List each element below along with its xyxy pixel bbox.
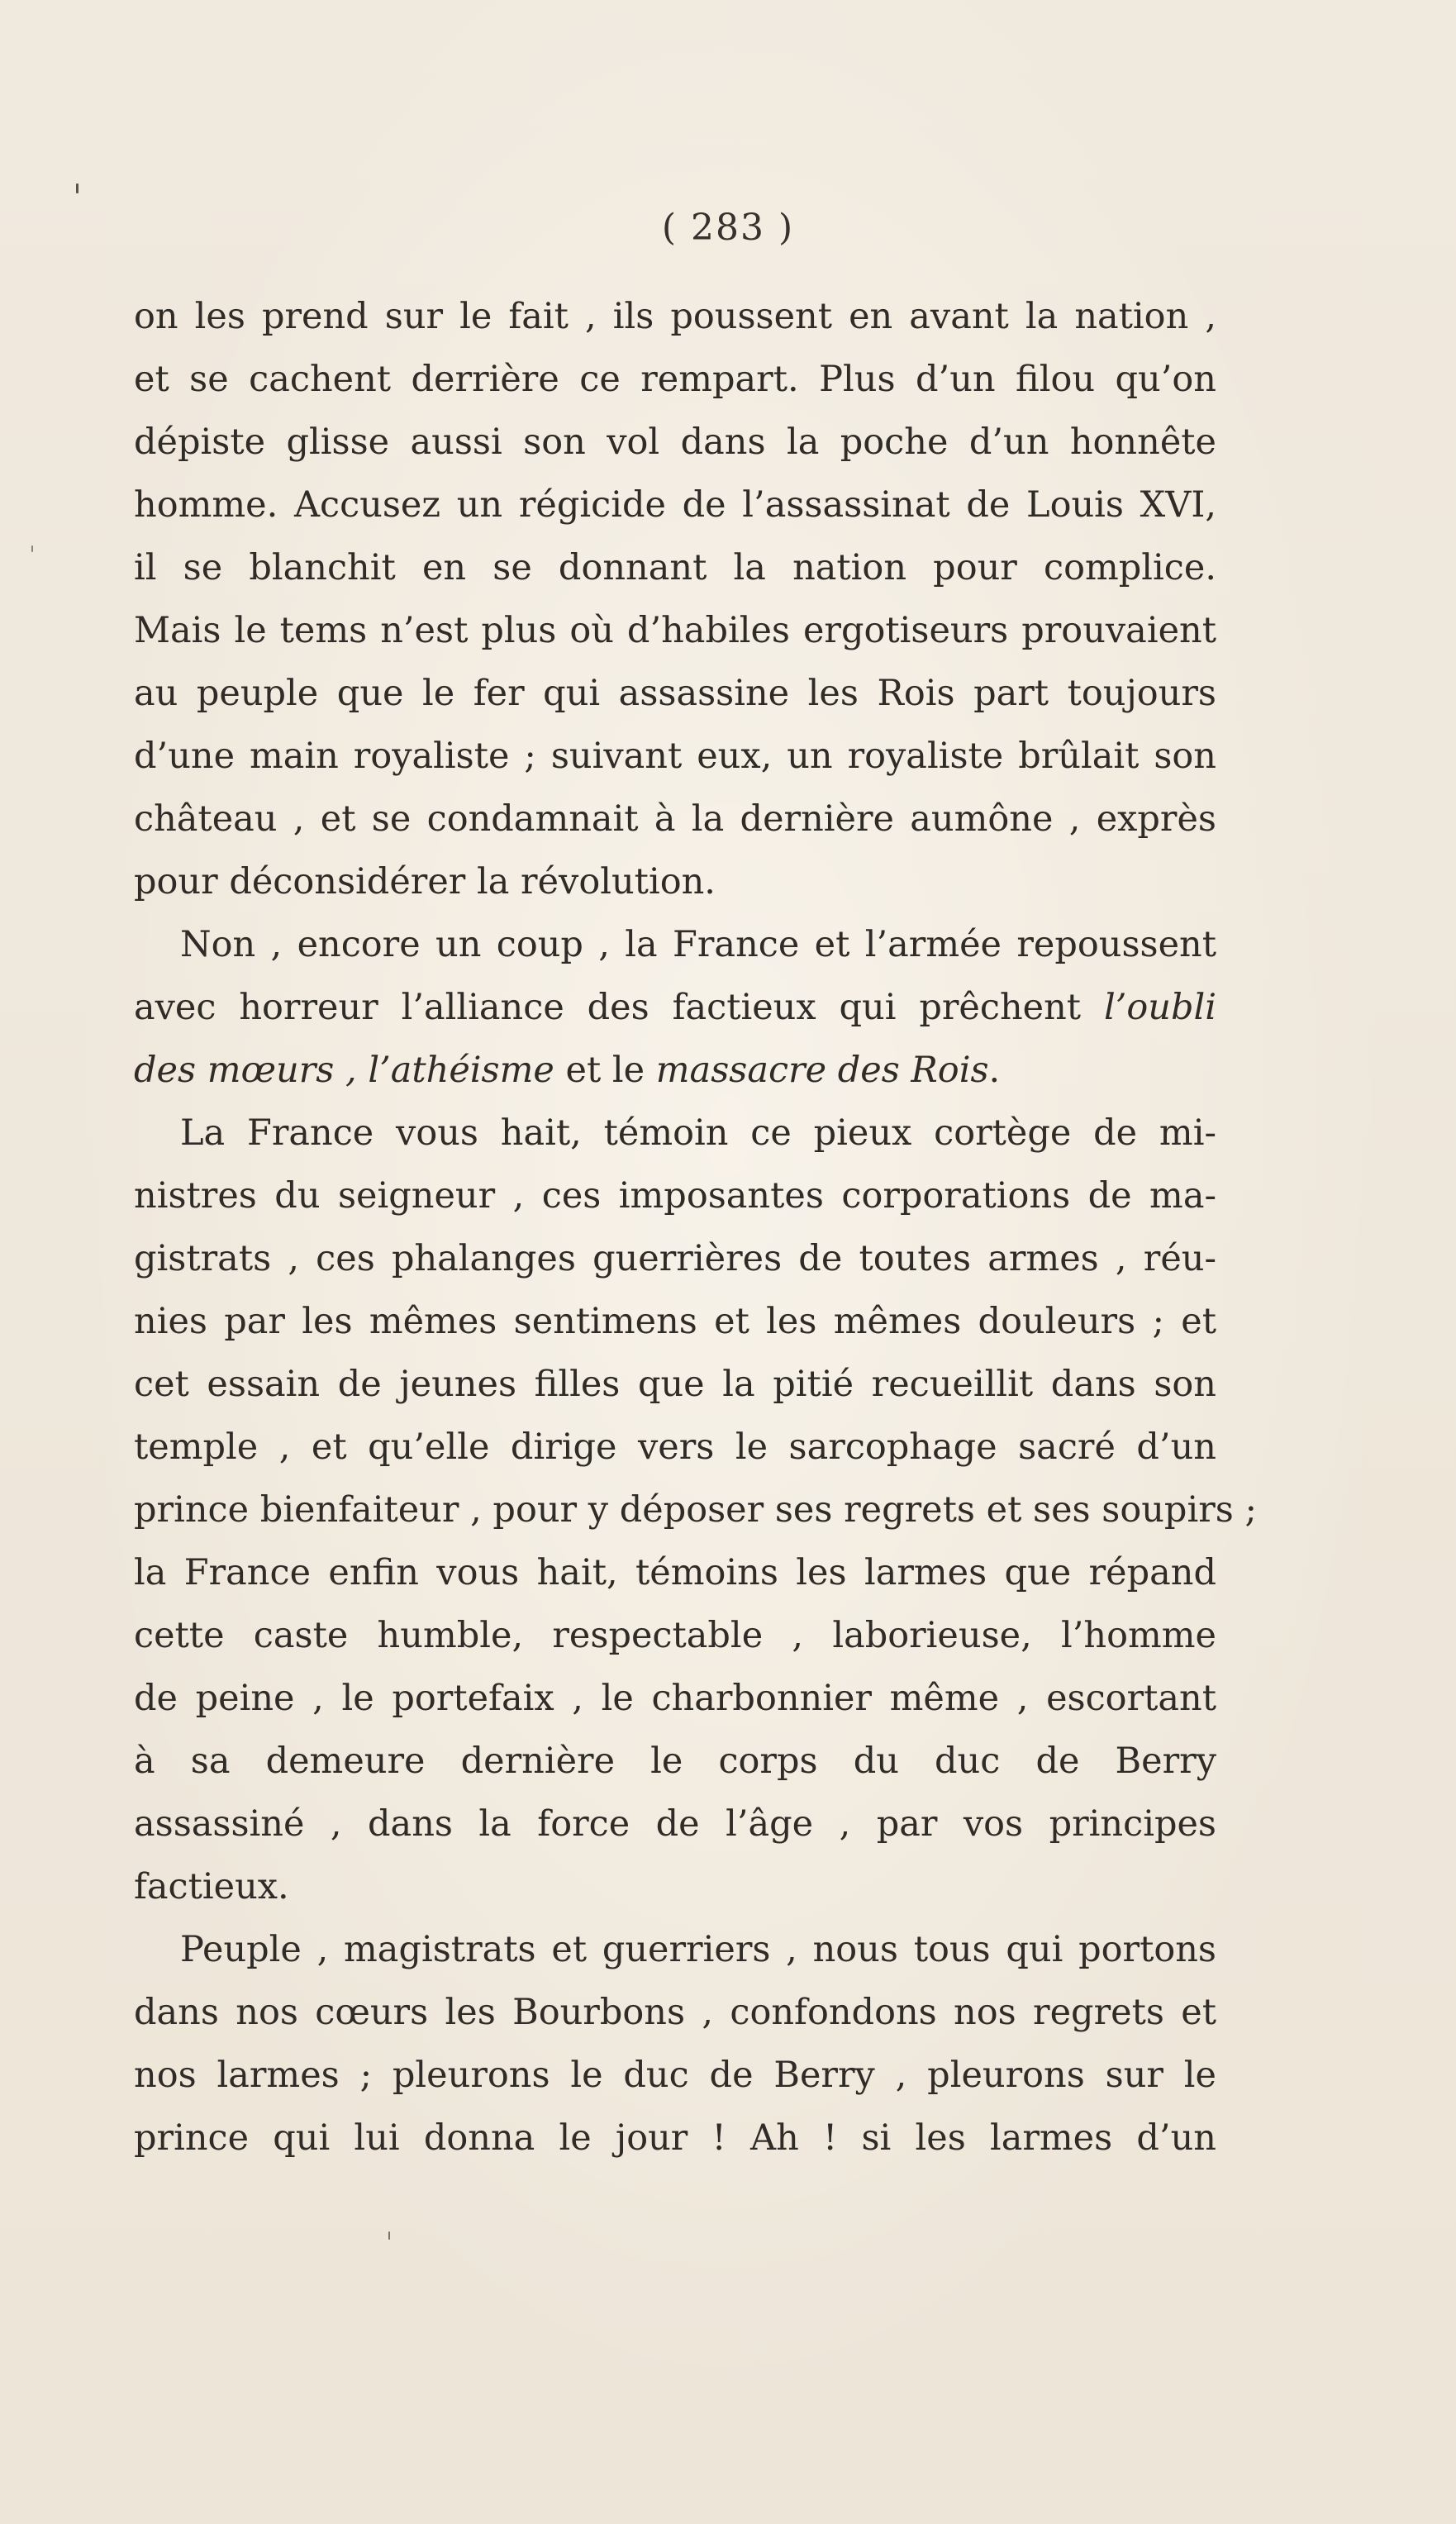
text-line: temple , et qu’elle dirige vers le sarcophage sacré d’un: [134, 1426, 1216, 1468]
text-line: prince qui lui donna le jour ! Ah ! si les larmes d’un: [134, 2117, 1216, 2159]
italic-text: des mœurs , l’athéisme: [134, 1050, 554, 1091]
text-line: Peuple , magistrats et guerriers , nous tous qui portons: [180, 1929, 1216, 1970]
text-line: à sa demeure dernière le corps du duc de Berry: [134, 1741, 1216, 1782]
italic-text: massacre des Rois: [655, 1050, 989, 1091]
ink-speck: [31, 545, 33, 552]
text-line: de peine , le portefaix , le charbonnier même , escortant: [134, 1678, 1216, 1719]
text-line: cette caste humble, respectable , laborieuse, l’homme: [134, 1615, 1216, 1656]
body-text: [134, 285, 1257, 2169]
text-line: on les prend sur le fait , ils poussent en avant la nation ,: [134, 296, 1216, 337]
paragraph-4: [134, 1918, 1216, 2169]
text-run: .: [988, 1050, 1001, 1091]
text-line: Non , encore un coup , la France et l’armée repoussent: [180, 924, 1216, 965]
paragraph-3: [134, 1102, 1257, 1918]
text-run: et le: [554, 1050, 656, 1091]
text-line: [134, 976, 1216, 1039]
text-line: nistres du seigneur , ces imposantes corporations de ma-: [134, 1175, 1216, 1217]
text-line: cet essain de jeunes filles que la pitié recueillit dans son: [134, 1364, 1216, 1405]
text-line: [134, 1039, 1216, 1102]
text-line: dans nos cœurs les Bourbons , confondons nos regrets et: [134, 1992, 1216, 2033]
ink-speck: [76, 183, 79, 193]
text-line: nos larmes ; pleurons le duc de Berry , pleurons sur le: [134, 2055, 1216, 2096]
text-line: factieux.: [134, 1866, 289, 1907]
text-line: Mais le tems n’est plus où d’habiles ergotiseurs prouvaient: [134, 610, 1216, 651]
text-line: dépiste glisse aussi son vol dans la poche d’un honnête: [134, 421, 1216, 463]
text-line: au peuple que le fer qui assassine les Rois part toujours: [134, 673, 1216, 714]
text-line: la France enfin vous hait, témoins les larmes que répand: [134, 1552, 1216, 1593]
paragraph-1: [134, 285, 1216, 913]
text-line: pour déconsidérer la révolution.: [134, 861, 716, 902]
page-number: ( 283 ): [661, 207, 795, 249]
text-line: homme. Accusez un régicide de l’assassinat de Louis XVI,: [134, 484, 1216, 526]
paragraph-2: [134, 913, 1216, 1102]
text-line: La France vous hait, témoin ce pieux cortège de mi-: [180, 1112, 1216, 1154]
text-line: château , et se condamnait à la dernière aumône , exprès: [134, 798, 1216, 840]
ink-speck: [388, 2231, 390, 2240]
text-line: il se blanchit en se donnant la nation pour complice.: [134, 547, 1216, 588]
text-line: nies par les mêmes sentimens et les mêmes douleurs ; et: [134, 1301, 1216, 1342]
text-line: d’une main royaliste ; suivant eux, un royaliste brûlait son: [134, 736, 1216, 777]
text-line: prince bienfaiteur , pour y déposer ses regrets et ses soupirs ;: [134, 1489, 1257, 1531]
text-line: gistrats , ces phalanges guerrières de toutes armes , réu-: [134, 1238, 1216, 1279]
text-run: avec horreur l’alliance des factieux qui prêchent: [134, 987, 1104, 1028]
text-line: et se cachent derrière ce rempart. Plus d’un filou qu’on: [134, 359, 1216, 400]
italic-text: l’oubli: [1103, 987, 1216, 1028]
text-line: assassiné , dans la force de l’âge , par vos principes: [134, 1803, 1216, 1845]
